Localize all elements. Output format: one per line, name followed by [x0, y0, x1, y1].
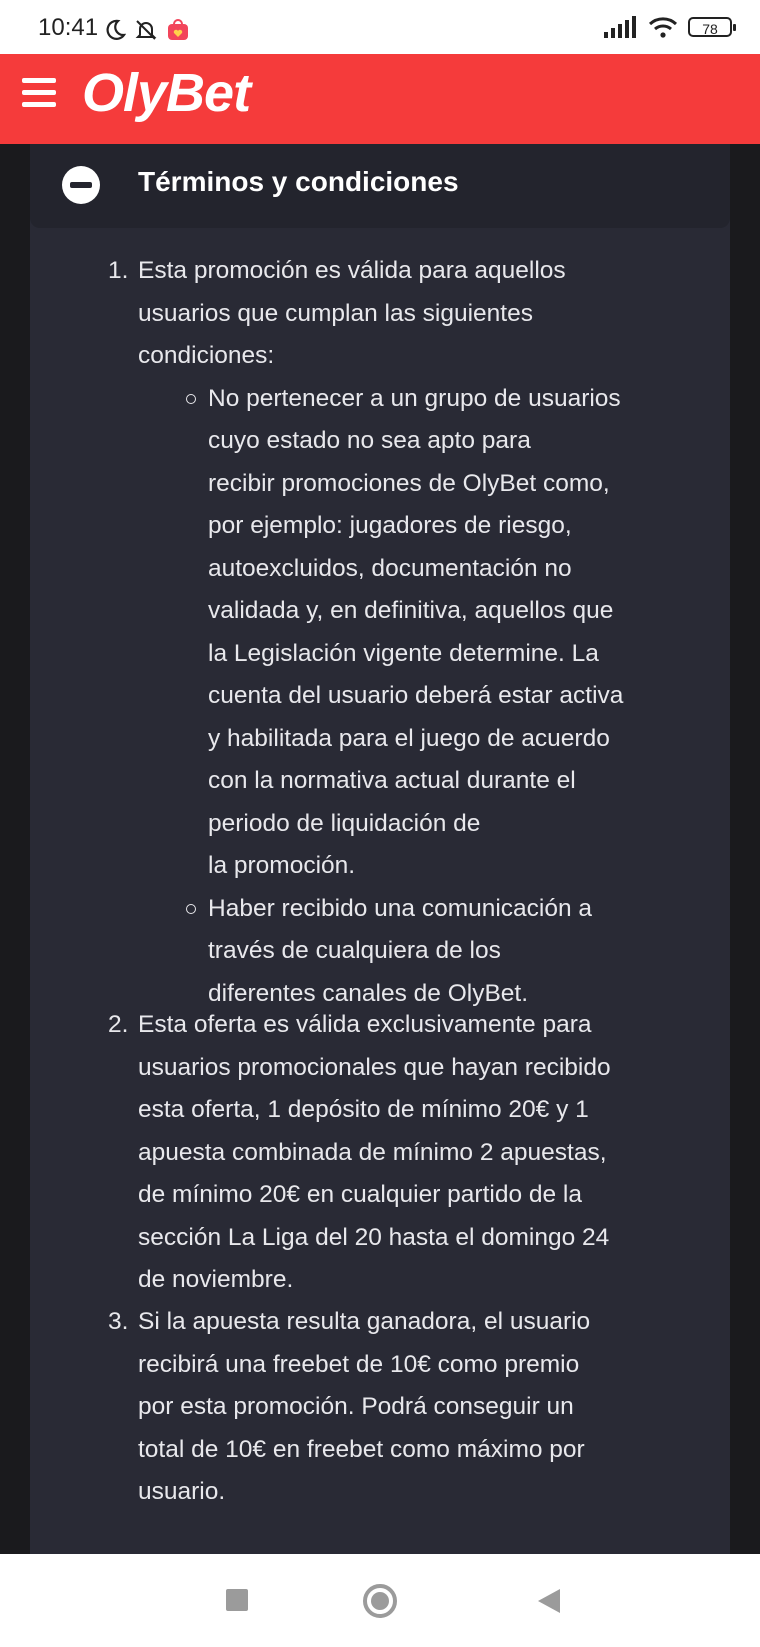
minus-circle-icon[interactable] [62, 166, 100, 204]
bullet-icon [186, 394, 196, 404]
terms-item-3 [108, 1301, 723, 1514]
text-line: periodo de liquidación de [208, 809, 481, 837]
text-line: por esta promoción. Podrá conseguir un [138, 1393, 574, 1420]
text-line: recibir promociones de OlyBet como, [208, 469, 610, 497]
moon-icon [104, 19, 126, 41]
terms-item-1 [108, 250, 723, 1015]
text-line: de noviembre. [138, 1266, 294, 1293]
terms-accordion-header[interactable] [30, 144, 730, 228]
wifi-icon [648, 16, 678, 38]
text-line: recibirá una freebet de 10€ como premio [138, 1350, 580, 1378]
text-line: cuenta del usuario deberá estar activa [208, 682, 624, 709]
text-line: diferentes canales de OlyBet. [208, 979, 529, 1007]
signal-icon [604, 16, 638, 38]
text-line: No pertenecer a un grupo de usuarios [208, 384, 621, 412]
text-line: Haber recibido una comunicación a [208, 894, 593, 922]
text-line: de mínimo 20€ en cualquier partido de la [138, 1181, 583, 1208]
text-line: y habilitada para el juego de acuerdo [208, 724, 610, 752]
text-line: través de cualquiera de los [208, 937, 501, 964]
back-icon[interactable] [538, 1589, 560, 1613]
sub-item-2 [186, 888, 723, 1016]
item-number: 3. [108, 1308, 129, 1335]
status-bar [0, 0, 760, 54]
status-time: 10:41 [38, 14, 99, 41]
recent-apps-icon[interactable] [226, 1589, 248, 1611]
bell-off-icon [134, 18, 158, 42]
section-title: Términos y condiciones [138, 166, 459, 197]
text-line: validada y, en definitiva, aquellos que [208, 597, 614, 624]
text-line: usuario. [138, 1478, 226, 1505]
text-line: esta oferta, 1 depósito de mínimo 20€ y 1 [138, 1096, 589, 1123]
bullet-icon [186, 904, 196, 914]
text-line: la Legislación vigente determine. La [208, 639, 599, 667]
text-line: por ejemplo: jugadores de riesgo, [208, 512, 572, 539]
battery-icon: 78 [688, 17, 732, 37]
system-nav-bar [0, 1554, 760, 1647]
text-line: la promoción. [208, 852, 356, 879]
item-number: 1. [108, 257, 129, 284]
app-header [0, 54, 760, 144]
text-line: apuesta combinada de mínimo 2 apuestas, [138, 1138, 607, 1166]
text-line: usuarios promocionales que hayan recibido [138, 1053, 611, 1081]
text-line: con la normativa actual durante el [208, 767, 576, 794]
text-line: Esta oferta es válida exclusivamente para [138, 1011, 592, 1038]
shopping-bag-icon [166, 18, 190, 42]
text-line: Si la apuesta resulta ganadora, el usuario [138, 1308, 591, 1335]
hamburger-menu-icon[interactable] [22, 78, 56, 108]
terms-item-2 [108, 1004, 723, 1302]
home-icon[interactable] [363, 1584, 397, 1618]
olybet-logo[interactable]: OlyBet [82, 63, 251, 123]
text-line: autoexcluidos, documentación no [208, 554, 572, 582]
text-line: condiciones: [138, 342, 275, 369]
item-number: 2. [108, 1011, 129, 1038]
sub-item-1 [186, 378, 723, 888]
text-line: sección La Liga del 20 hasta el domingo 24 [138, 1223, 610, 1251]
text-line: total de 10€ en freebet como máximo por [138, 1435, 585, 1463]
text-line: Esta promoción es válida para aquellos [138, 257, 566, 284]
text-line: usuarios que cumplan las siguientes [138, 299, 533, 327]
text-line: cuyo estado no sea apto para [208, 427, 531, 454]
terms-panel [30, 144, 730, 1554]
